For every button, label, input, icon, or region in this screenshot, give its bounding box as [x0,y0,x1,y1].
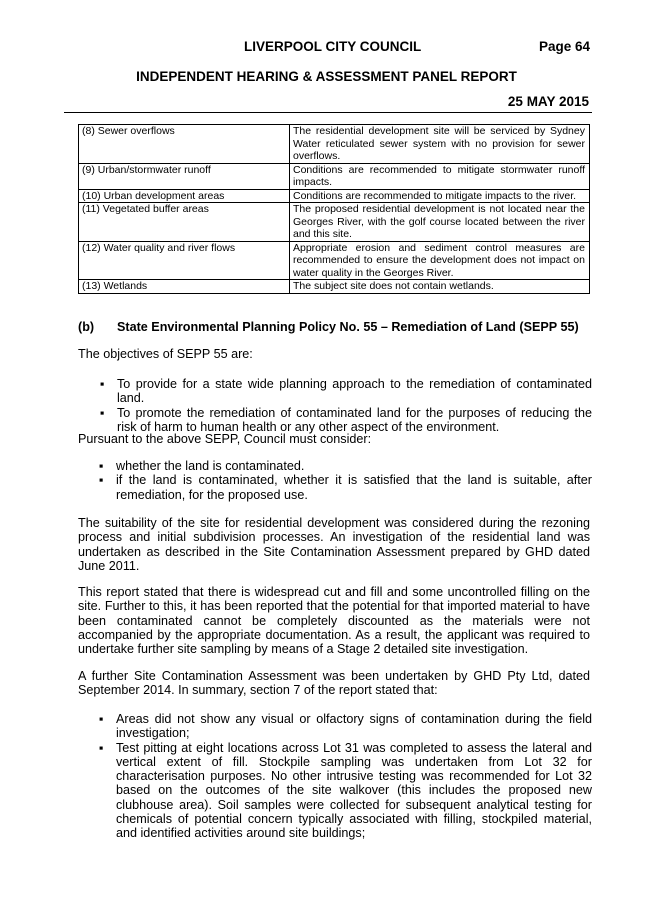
section-label: (b) [78,320,95,334]
list-item: ▪ Test pitting at eight locations across Lot 31 was completed to assess the lateral and vertical extent of fill. Stockpile sampling was undertaken from Lot 32 for characterisation purposes. No other intrusive testing was recommended for Lot 32 based on the outcomes of the site walkover (this includes the proposed new clubhouse area). Soil samples were collected for subsequent analytical testing for chemicals of potential concern typically associated with filling, stockpiled material, and identified activities around site buildings; [99,740,592,841]
bullet-icon: ▪ [99,740,104,755]
report-paragraph: This report stated that there is widespread cut and fill and some uncontrolled filling on the site. Further to this, it has been reported that the potential for that imported material to have been contaminated cannot be completely discounted as the materials were not accompanied by the appropriate documentation. As a result, the applicant was required to undertake further site sampling by means of a Stage 2 detailed site investigation. [78,585,590,657]
list-item: ▪ Areas did not show any visual or olfactory signs of contamination during the field investigation; [99,712,592,741]
list-item: ▪ whether the land is contaminated. [99,459,305,473]
council-name: LIVERPOOL CITY COUNCIL [244,39,422,54]
report-title: INDEPENDENT HEARING & ASSESSMENT PANEL REPORT [136,69,517,84]
table-cell-comment: Appropriate erosion and sediment control measures are recommended to ensure the development does not impact on water quality in the Georges River. [290,241,590,280]
table-cell-comment: The subject site does not contain wetlands. [290,280,590,294]
table-cell-item: (12) Water quality and river flows [79,241,290,280]
findings-list [99,712,592,841]
table-row [79,241,590,280]
table-cell-comment: The residential development site will be serviced by Sydney Water reticulated sewer system with no provision for sewer overflows. [290,125,590,164]
bullet-icon: ▪ [99,473,104,488]
table-row [79,189,590,203]
section-title: State Environmental Planning Policy No. 55 – Remediation of Land (SEPP 55) [117,320,579,334]
considerations-list [99,459,592,502]
table-row [79,280,590,294]
table-row [79,203,590,242]
consider-intro: Pursuant to the above SEPP, Council must consider: [78,432,372,446]
table-cell-item: (11) Vegetated buffer areas [79,203,290,242]
table-cell-item: (13) Wetlands [79,280,290,294]
report-date: 25 MAY 2015 [507,94,589,109]
assessment-table [78,124,590,294]
table-cell-comment: Conditions are recommended to mitigate stormwater runoff impacts. [290,163,590,189]
header-divider [64,112,592,113]
table-cell-item: (9) Urban/stormwater runoff [79,163,290,189]
table-cell-comment: Conditions are recommended to mitigate impacts to the river. [290,189,590,203]
section-heading [78,320,579,334]
further-assessment-paragraph: A further Site Contamination Assessment was been undertaken by GHD Pty Ltd, dated September 2014. In summary, section 7 of the report stated that: [78,669,590,698]
bullet-icon: ▪ [100,377,105,391]
objectives-list [100,377,592,434]
table-cell-item: (10) Urban development areas [79,189,290,203]
table-cell-comment: The proposed residential development is not located near the Georges River, with the golf course located between the river and this site. [290,203,590,242]
bullet-icon: ▪ [100,405,105,420]
table-cell-item: (8) Sewer overflows [79,125,290,164]
table-row [79,163,590,189]
bullet-icon: ▪ [99,459,104,473]
objectives-intro: The objectives of SEPP 55 are: [78,347,253,361]
suitability-paragraph: The suitability of the site for residential development was considered during the rezoning process and initial subdivision processes. An investigation of the residential land was undertaken as described in the Site Contamination Assessment prepared by GHD dated June 2011. [78,516,590,573]
list-item: ▪ To promote the remediation of contaminated land for the purposes of reducing the risk of harm to human health or any other aspect of the environment. [100,405,592,434]
bullet-icon: ▪ [99,712,104,726]
page-number: Page 64 [539,39,591,54]
list-item: ▪ if the land is contaminated, whether it is satisfied that the land is suitable, after remediation, for the proposed use. [99,473,592,502]
list-item: ▪ To provide for a state wide planning approach to the remediation of contaminated land. [100,377,592,406]
table-row [79,125,590,164]
